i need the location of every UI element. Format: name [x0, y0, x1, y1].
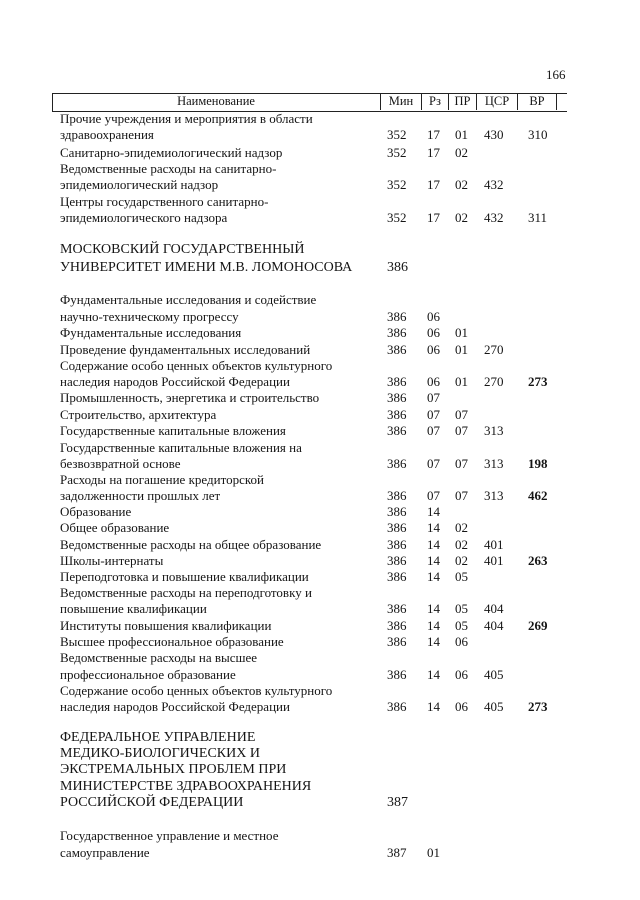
row-min: 386 — [387, 667, 407, 682]
table-row — [0, 456, 640, 472]
row-name: Ведомственные расходы на санитарно- — [60, 161, 277, 176]
table-row — [0, 634, 640, 650]
table-row — [0, 145, 640, 161]
row-pr: 01 — [455, 127, 468, 142]
row-pr: 01 — [455, 374, 468, 389]
row-name: Центры государственного санитарно- — [60, 194, 269, 209]
row-name: УНИВЕРСИТЕТ ИМЕНИ М.В. ЛОМОНОСОВА — [60, 260, 353, 275]
row-rz: 14 — [427, 569, 440, 584]
column-header-vr: ВР — [529, 94, 545, 108]
row-name: МИНИСТЕРСТВЕ ЗДРАВООХРАНЕНИЯ — [60, 779, 312, 794]
row-rz: 17 — [427, 145, 440, 160]
row-name: МОСКОВСКИЙ ГОСУДАРСТВЕННЫЙ — [60, 242, 305, 257]
table-row — [0, 520, 640, 536]
row-name: ФЕДЕРАЛЬНОЕ УПРАВЛЕНИЕ — [60, 730, 256, 745]
row-min: 386 — [387, 569, 407, 584]
row-min: 386 — [387, 488, 407, 503]
row-rz: 07 — [427, 456, 440, 471]
row-name: МЕДИКО-БИОЛОГИЧЕСКИХ И — [60, 746, 260, 761]
row-csr: 270 — [484, 374, 504, 389]
row-rz: 07 — [427, 407, 440, 422]
table-row — [0, 585, 640, 601]
row-rz: 14 — [427, 699, 440, 714]
row-rz: 14 — [427, 520, 440, 535]
row-csr: 430 — [484, 127, 504, 142]
row-csr: 313 — [484, 423, 504, 438]
row-pr: 02 — [455, 210, 468, 225]
row-csr: 405 — [484, 699, 504, 714]
table-row — [0, 210, 640, 226]
table-row — [0, 423, 640, 439]
table-row — [0, 390, 640, 406]
row-csr: 401 — [484, 537, 504, 552]
row-rz: 14 — [427, 537, 440, 552]
row-rz: 07 — [427, 488, 440, 503]
table-row — [0, 309, 640, 325]
column-header-name: Наименование — [177, 94, 255, 108]
row-min: 386 — [387, 634, 407, 649]
row-name: Школы-интернаты — [60, 553, 164, 568]
row-name: Институты повышения квалификации — [60, 618, 272, 633]
row-name: Общее образование — [60, 520, 170, 535]
row-name: Ведомственные расходы на переподготовку и — [60, 585, 312, 600]
row-csr: 404 — [484, 601, 504, 616]
table-row — [0, 325, 640, 341]
row-rz: 06 — [427, 374, 440, 389]
section-heading-row — [0, 795, 640, 811]
row-csr: 432 — [484, 210, 504, 225]
row-min: 352 — [387, 145, 407, 160]
row-rz: 14 — [427, 634, 440, 649]
row-pr: 06 — [455, 699, 468, 714]
section-heading-row — [0, 242, 640, 258]
row-name: Ведомственные расходы на общее образование — [60, 537, 322, 552]
row-name: Высшее профессиональное образование — [60, 634, 284, 649]
row-name: РОССИЙСКОЙ ФЕДЕРАЦИИ — [60, 795, 244, 810]
row-name: Ведомственные расходы на высшее — [60, 650, 258, 665]
row-rz: 17 — [427, 210, 440, 225]
row-min: 386 — [387, 520, 407, 535]
table-row — [0, 569, 640, 585]
row-name: Проведение фундаментальных исследований — [60, 342, 311, 357]
row-min: 387 — [387, 845, 407, 860]
row-name: наследия народов Российской Федерации — [60, 699, 290, 714]
table-row — [0, 488, 640, 504]
row-name: Промышленность, энергетика и строительство — [60, 390, 320, 405]
row-name: Расходы на погашение кредиторской — [60, 472, 264, 487]
row-rz: 14 — [427, 667, 440, 682]
row-pr: 02 — [455, 177, 468, 192]
row-name: Содержание особо ценных объектов культурного — [60, 683, 333, 698]
row-name: Образование — [60, 504, 132, 519]
row-min: 386 — [387, 699, 407, 714]
table-row — [0, 161, 640, 177]
table-row — [0, 194, 640, 210]
table-row — [0, 111, 640, 127]
row-csr: 401 — [484, 553, 504, 568]
row-name: Содержание особо ценных объектов культурного — [60, 358, 333, 373]
row-name: Санитарно-эпидемиологический надзор — [60, 145, 283, 160]
table-row — [0, 177, 640, 193]
row-vr: 462 — [528, 488, 548, 503]
row-min: 386 — [387, 504, 407, 519]
row-csr: 270 — [484, 342, 504, 357]
row-min: 386 — [387, 537, 407, 552]
row-pr: 05 — [455, 618, 468, 633]
row-name: безвозвратной основе — [60, 456, 181, 471]
row-name: Фундаментальные исследования — [60, 325, 242, 340]
row-rz: 14 — [427, 618, 440, 633]
row-name: повышение квалификации — [60, 601, 207, 616]
row-name: задолженности прошлых лет — [60, 488, 221, 503]
row-name: эпидемиологический надзор — [60, 177, 219, 192]
row-name: профессиональное образование — [60, 667, 236, 682]
row-vr: 273 — [528, 699, 548, 714]
row-name: Государственное управление и местное — [60, 828, 279, 843]
row-name: Переподготовка и повышение квалификации — [60, 569, 309, 584]
row-rz: 14 — [427, 553, 440, 568]
row-csr: 313 — [484, 488, 504, 503]
row-min: 386 — [387, 553, 407, 568]
row-pr: 01 — [455, 325, 468, 340]
row-pr: 02 — [455, 145, 468, 160]
row-rz: 07 — [427, 423, 440, 438]
section-heading-row — [0, 762, 640, 778]
row-name: Прочие учреждения и мероприятия в области — [60, 111, 313, 126]
row-rz: 06 — [427, 342, 440, 357]
row-pr: 07 — [455, 407, 468, 422]
row-rz: 17 — [427, 127, 440, 142]
table-row — [0, 828, 640, 844]
table-row — [0, 618, 640, 634]
table-row — [0, 845, 640, 861]
row-name: Строительство, архитектура — [60, 407, 217, 422]
row-rz: 17 — [427, 177, 440, 192]
table-row — [0, 407, 640, 423]
row-min: 386 — [387, 260, 408, 275]
row-pr: 01 — [455, 342, 468, 357]
row-min: 386 — [387, 618, 407, 633]
row-min: 386 — [387, 601, 407, 616]
row-name: эпидемиологического надзора — [60, 210, 228, 225]
row-vr: 273 — [528, 374, 548, 389]
row-vr: 311 — [528, 210, 548, 225]
row-min: 352 — [387, 177, 407, 192]
section-heading-row — [0, 779, 640, 795]
row-min: 352 — [387, 210, 407, 225]
table-row — [0, 440, 640, 456]
row-min: 386 — [387, 309, 407, 324]
column-header-rz: Рз — [429, 94, 441, 108]
row-vr: 263 — [528, 553, 548, 568]
section-heading-row — [0, 746, 640, 762]
table-row — [0, 553, 640, 569]
row-min: 386 — [387, 456, 407, 471]
row-rz: 14 — [427, 601, 440, 616]
row-min: 386 — [387, 390, 407, 405]
row-name: здравоохранения — [60, 127, 154, 142]
table-row — [0, 667, 640, 683]
row-csr: 405 — [484, 667, 504, 682]
table-row — [0, 358, 640, 374]
row-pr: 07 — [455, 456, 468, 471]
row-min: 386 — [387, 342, 407, 357]
section-heading-row — [0, 730, 640, 746]
table-row — [0, 537, 640, 553]
row-vr: 269 — [528, 618, 548, 633]
row-name: научно-техническому прогрессу — [60, 309, 239, 324]
table-row — [0, 683, 640, 699]
row-min: 386 — [387, 423, 407, 438]
table-row — [0, 472, 640, 488]
table-row — [0, 342, 640, 358]
section-heading-row — [0, 260, 640, 276]
row-rz: 07 — [427, 390, 440, 405]
table-row — [0, 292, 640, 308]
row-rz: 01 — [427, 845, 440, 860]
table-row — [0, 601, 640, 617]
row-csr: 404 — [484, 618, 504, 633]
row-min: 387 — [387, 795, 408, 810]
row-vr: 198 — [528, 456, 548, 471]
row-pr: 05 — [455, 569, 468, 584]
row-min: 352 — [387, 127, 407, 142]
column-header-csr: ЦСР — [484, 94, 510, 108]
row-pr: 05 — [455, 601, 468, 616]
row-name: Государственные капитальные вложения — [60, 423, 286, 438]
table-row — [0, 374, 640, 390]
page-number: 166 — [546, 67, 566, 82]
row-min: 386 — [387, 407, 407, 422]
row-pr: 02 — [455, 553, 468, 568]
table-row — [0, 127, 640, 143]
row-name: самоуправление — [60, 845, 150, 860]
row-pr: 06 — [455, 667, 468, 682]
row-name: Государственные капитальные вложения на — [60, 440, 302, 455]
row-csr: 432 — [484, 177, 504, 192]
row-pr: 07 — [455, 423, 468, 438]
column-header-min: Мин — [388, 94, 414, 108]
table-row — [0, 504, 640, 520]
table-row — [0, 699, 640, 715]
row-pr: 02 — [455, 537, 468, 552]
row-pr: 07 — [455, 488, 468, 503]
row-csr: 313 — [484, 456, 504, 471]
row-name: наследия народов Российской Федерации — [60, 374, 290, 389]
row-min: 386 — [387, 374, 407, 389]
row-vr: 310 — [528, 127, 548, 142]
table-row — [0, 650, 640, 666]
row-rz: 06 — [427, 309, 440, 324]
row-pr: 02 — [455, 520, 468, 535]
row-rz: 06 — [427, 325, 440, 340]
column-header-pr: ПР — [454, 94, 471, 108]
row-name: Фундаментальные исследования и содействие — [60, 292, 317, 307]
row-min: 386 — [387, 325, 407, 340]
row-rz: 14 — [427, 504, 440, 519]
row-pr: 06 — [455, 634, 468, 649]
row-name: ЭКСТРЕМАЛЬНЫХ ПРОБЛЕМ ПРИ — [60, 762, 287, 777]
